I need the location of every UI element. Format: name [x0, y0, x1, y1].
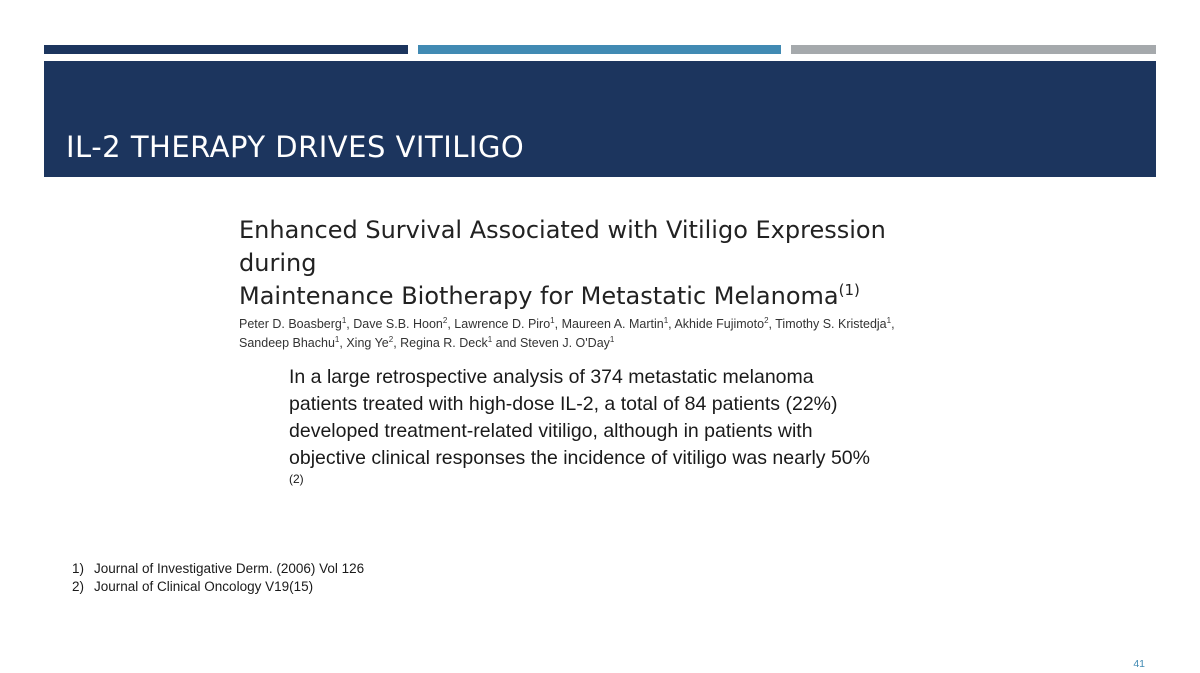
author-affiliation: 1	[341, 316, 347, 325]
author-name: Akhide Fujimoto	[674, 317, 765, 331]
reference-number: 2)	[72, 579, 85, 594]
author-affiliation: 1	[663, 316, 669, 325]
reference-item	[72, 560, 364, 578]
paper-citation	[239, 214, 939, 353]
accent-bar-blue	[418, 45, 781, 54]
reference-item	[72, 578, 364, 596]
paper-title-ref: (1)	[838, 281, 860, 299]
reference-list	[72, 560, 364, 596]
reference-text: Journal of Clinical Oncology V19(15)	[94, 579, 314, 594]
slide-title: IL-2 THERAPY DRIVES VITILIGO	[66, 130, 525, 164]
author-name: Sandeep Bhachu	[239, 336, 335, 350]
author-affiliation: 2	[388, 335, 394, 344]
reference-number: 1)	[72, 561, 85, 576]
author-affiliation: 1	[487, 335, 493, 344]
author-name: Lawrence D. Piro	[454, 317, 551, 331]
author-name: Regina R. Deck	[400, 336, 488, 350]
accent-bar-gray	[791, 45, 1156, 54]
author-list: Peter D. Boasberg$^1$, Dave S.B. Hoon$^2$, Lawrence D. Piro$^1$, Maureen A. Martin$^1$, Akhide Fujimoto$^2$, Timothy S. Kristedja$^1$, Sandeep Bhachu$^1$, Xing Ye$^2$, Regina R. Deck$^1$ and Steven J. O'Day$^1$	[239, 316, 895, 350]
author-affiliation: 2	[442, 316, 448, 325]
summary-body: In a large retrospective analysis of 374 metastatic melanoma patients treated with high-dose IL-2, a total of 84 patients (22%) developed treatment-related vitiligo, although in patients with objective clinical responses the incidence of vitiligo was nearly 50%	[289, 366, 870, 469]
author-name: Maureen A. Martin	[561, 317, 664, 331]
paper-title-line2: Maintenance Biotherapy for Metastatic Melanoma	[239, 282, 839, 310]
author-name: Timothy S. Kristedja	[775, 317, 887, 331]
author-affiliation: 1	[550, 316, 555, 325]
summary-ref: (2)	[289, 472, 304, 486]
author-affiliation: 1	[886, 316, 892, 325]
author-name: Peter D. Boasberg	[239, 317, 342, 331]
author-name: Xing Ye	[346, 336, 389, 350]
author-name: Steven J. O'Day	[519, 336, 610, 350]
author-name: Dave S.B. Hoon	[353, 317, 443, 331]
author-affiliation: 2	[764, 316, 769, 325]
paper-title	[239, 214, 939, 313]
title-band	[44, 61, 1156, 177]
page-number: 41	[1133, 658, 1145, 670]
paper-title-line1: Enhanced Survival Associated with Vitiligo Expression during	[239, 216, 886, 277]
summary-text	[289, 364, 879, 499]
reference-text: Journal of Investigative Derm. (2006) Vol 126	[94, 561, 365, 576]
author-affiliation: 1	[334, 335, 340, 344]
author-affiliation: 1	[609, 335, 615, 344]
accent-bar-navy	[44, 45, 408, 54]
